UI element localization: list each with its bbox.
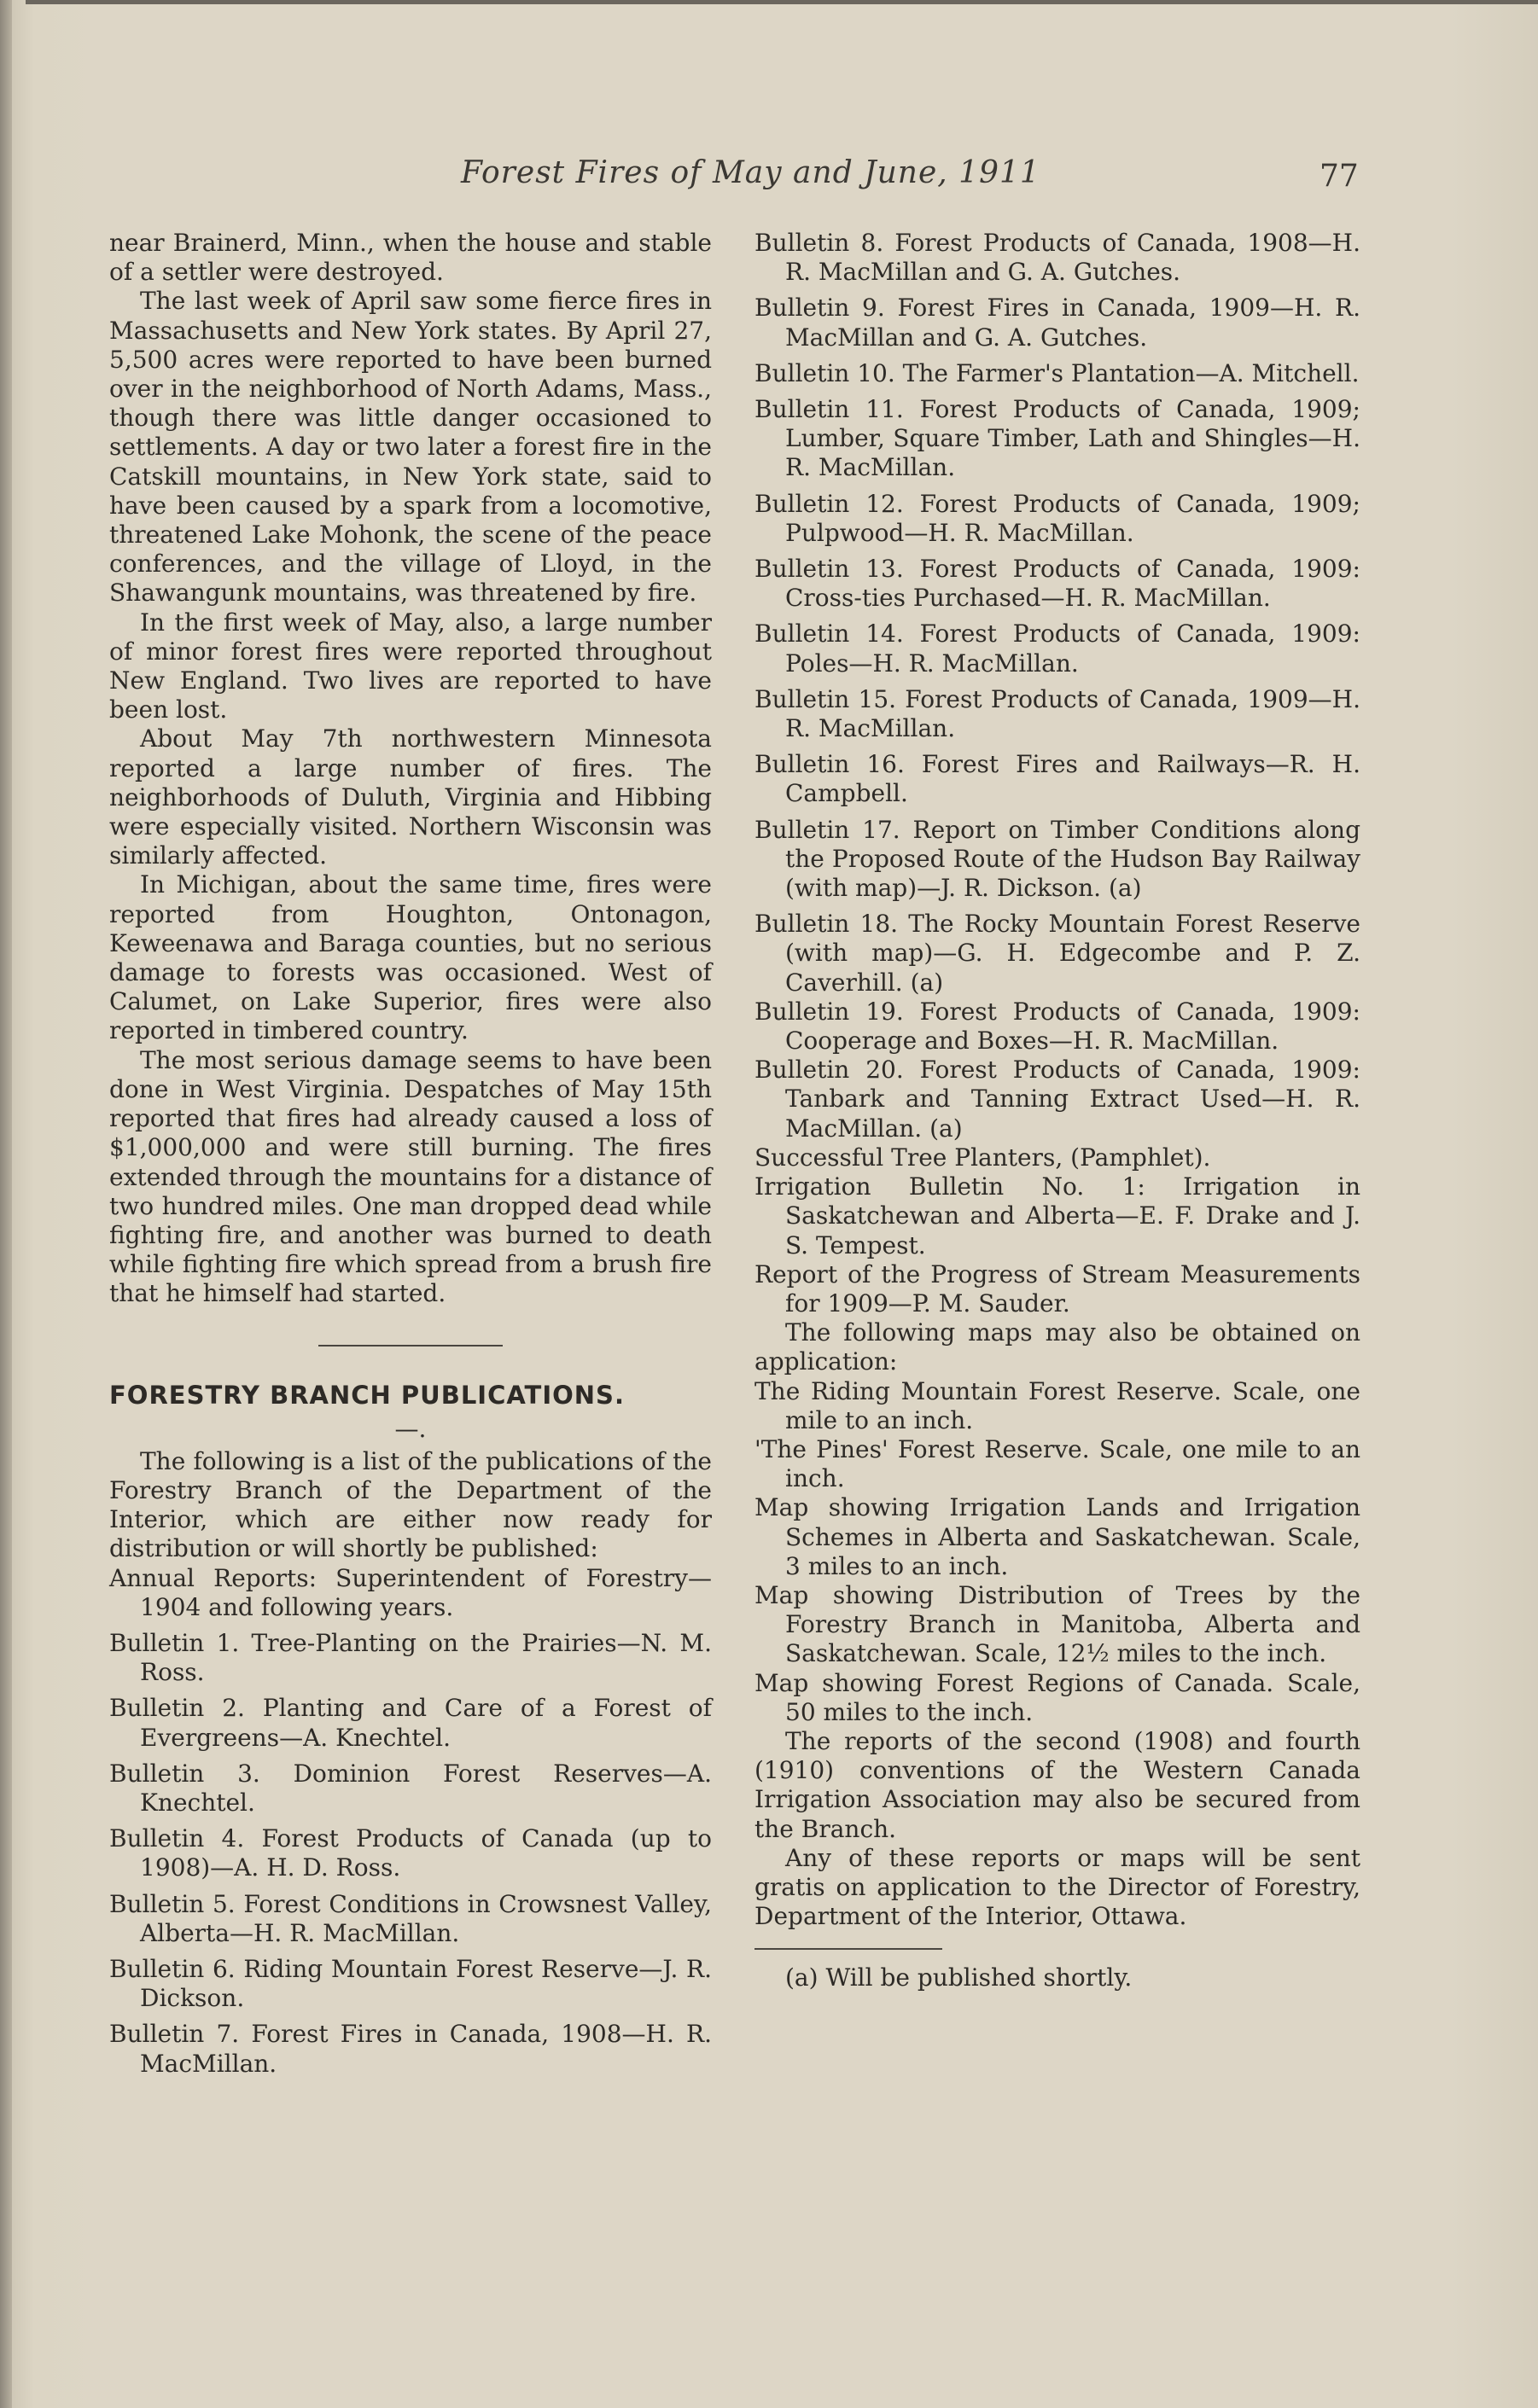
- page-number: 77: [1320, 159, 1359, 194]
- top-edge-line: [26, 0, 1538, 4]
- publication-entry: Bulletin 17. Report on Timber Conditions along the Proposed Route of the Hudson Bay Railway (with map)—J. R. Dickson. (a): [754, 815, 1360, 903]
- map-entry: Map showing Irrigation Lands and Irrigation Schemes in Alberta and Saskatchewan. Scale, 3 miles to an inch.: [754, 1493, 1360, 1580]
- publication-entry: Bulletin 5. Forest Conditions in Crowsnest Valley, Alberta—H. R. MacMillan.: [109, 1889, 712, 1947]
- publication-entry: Bulletin 2. Planting and Care of a Forest of Evergreens—A. Knechtel.: [109, 1694, 712, 1752]
- closing-paragraph: Any of these reports or maps will be sent gratis on application to the Director of Forestry, Department of the Interior, Ottawa.: [754, 1843, 1360, 1931]
- publication-entry: Bulletin 8. Forest Products of Canada, 1908—H. R. MacMillan and G. A. Gutches.: [754, 229, 1360, 287]
- paragraph: About May 7th northwestern Minnesota reported a large number of fires. The neighborhoods of Duluth, Virginia and Hibbing were especially visited. Northern Wisconsin was similarly affected.: [109, 724, 712, 870]
- publication-entry: Bulletin 16. Forest Fires and Railways—R. H. Campbell.: [754, 750, 1360, 808]
- publication-entry: Bulletin 15. Forest Products of Canada, 1909—H. R. MacMillan.: [754, 684, 1360, 743]
- publication-entry: Successful Tree Planters, (Pamphlet).: [754, 1143, 1211, 1172]
- publication-entry: Bulletin 9. Forest Fires in Canada, 1909—H. R. MacMillan and G. A. Gutches.: [754, 294, 1360, 352]
- publication-entry: Bulletin 20. Forest Products of Canada, 1909: Tanbark and Tanning Extract Used—H. R. MacMillan. (a): [754, 1056, 1360, 1143]
- publication-entry: Bulletin 11. Forest Products of Canada, 1909; Lumber, Square Timber, Lath and Shingles—H. R. MacMillan.: [754, 395, 1360, 482]
- publication-entry: Bulletin 14. Forest Products of Canada, 1909: Poles—H. R. MacMillan.: [754, 619, 1360, 678]
- publication-entry: Bulletin 4. Forest Products of Canada (up to 1908)—A. H. D. Ross.: [109, 1824, 712, 1882]
- section-divider: [318, 1345, 503, 1347]
- map-entry: 'The Pines' Forest Reserve. Scale, one mile to an inch.: [754, 1434, 1360, 1493]
- paragraph: near Brainerd, Minn., when the house and stable of a settler were destroyed.: [109, 229, 712, 287]
- paragraph: The last week of April saw some fierce fires in Massachusetts and New York states. By April 27, 5,500 acres were reported to have been burned over in the neighborhood of North Adams, Mass., though there was little danger occasioned to settlements. A day or two later a forest fire in the Catskill mountains, in New York state, said to have been caused by a spark from a locomotive, threatened Lake Mohonk, the scene of the peace conferences, and the village of Lloyd, in the Shawangunk mountains, was threatened by fire.: [109, 287, 712, 608]
- footnote-rule: [754, 1948, 942, 1950]
- publication-entry: Bulletin 19. Forest Products of Canada, 1909: Cooperage and Boxes—H. R. MacMillan.: [754, 997, 1360, 1056]
- heading-dash: —.: [394, 1414, 427, 1443]
- publication-entry: Bulletin 6. Riding Mountain Forest Reserve—J. R. Dickson.: [109, 1954, 712, 2013]
- map-entry: Map showing Forest Regions of Canada. Scale, 50 miles to the inch.: [754, 1668, 1360, 1726]
- publication-entry: Bulletin 1. Tree-Planting on the Prairies—N. M. Ross.: [109, 1628, 712, 1687]
- publication-entry: Bulletin 12. Forest Products of Canada, 1909; Pulpwood—H. R. MacMillan.: [754, 489, 1360, 547]
- map-entry: The Riding Mountain Forest Reserve. Scale, one mile to an inch.: [754, 1376, 1360, 1434]
- maps-intro: The following maps may also be obtained on application:: [754, 1318, 1360, 1376]
- publication-entry: Bulletin 7. Forest Fires in Canada, 1908—H. R. MacMillan.: [109, 2020, 712, 2078]
- paragraph: In the first week of May, also, a large number of minor forest fires were reported throughout New England. Two lives are reported to have been lost.: [109, 608, 712, 724]
- publication-entry: Annual Reports: Superintendent of Forestry—1904 and following years.: [109, 1563, 712, 1621]
- publication-entry: Report of the Progress of Stream Measurements for 1909—P. M. Sauder.: [754, 1259, 1360, 1317]
- publication-entry: Irrigation Bulletin No. 1: Irrigation in Saskatchewan and Alberta—E. F. Drake and J. S. Tempest.: [754, 1172, 1360, 1259]
- closing-paragraph: The reports of the second (1908) and fourth (1910) conventions of the Western Canada Irrigation Association may also be secured from the Branch.: [754, 1726, 1360, 1843]
- publication-entry: Bulletin 13. Forest Products of Canada, 1909: Cross-ties Purchased—H. R. MacMillan.: [754, 555, 1360, 613]
- running-title: Forest Fires of May and June, 1911: [461, 155, 1040, 190]
- paragraph: The most serious damage seems to have been done in West Virginia. Despatches of May 15th reported that fires had already caused a loss of $1,000,000 and were still burning. The fires extended through the mountains for a distance of two hundred miles. One man dropped dead while fighting fire, and another was burned to death while fighting fire which spread from a brush fire that he himself had started.: [109, 1045, 712, 1308]
- publication-entry: Bulletin 10. The Farmer's Plantation—A. Mitchell.: [754, 358, 1360, 387]
- publication-entry: Bulletin 3. Dominion Forest Reserves—A. Knechtel.: [109, 1759, 712, 1817]
- book-spine-shadow: [0, 0, 12, 2408]
- left-column: [109, 229, 712, 2085]
- footnote: (a) Will be published shortly.: [785, 1963, 1133, 1992]
- publication-entry: Bulletin 18. The Rocky Mountain Forest Reserve (with map)—G. H. Edgecombe and P. Z. Caverhill. (a): [754, 910, 1360, 997]
- right-column: [754, 229, 1360, 1993]
- paragraph: In Michigan, about the same time, fires were reported from Houghton, Ontonagon, Keweenawa and Baraga counties, but no serious damage to forests was occasioned. West of Calumet, on Lake Superior, fires were also reported in timbered country.: [109, 870, 712, 1045]
- map-entry: Map showing Distribution of Trees by the Forestry Branch in Manitoba, Alberta and Saskatchewan. Scale, 12½ miles to the inch.: [754, 1580, 1360, 1668]
- publications-intro: The following is a list of the publications of the Forestry Branch of the Department of the Interior, which are either now ready for distribution or will shortly be published:: [109, 1446, 712, 1563]
- section-heading: FORESTRY BRANCH PUBLICATIONS.: [109, 1380, 625, 1410]
